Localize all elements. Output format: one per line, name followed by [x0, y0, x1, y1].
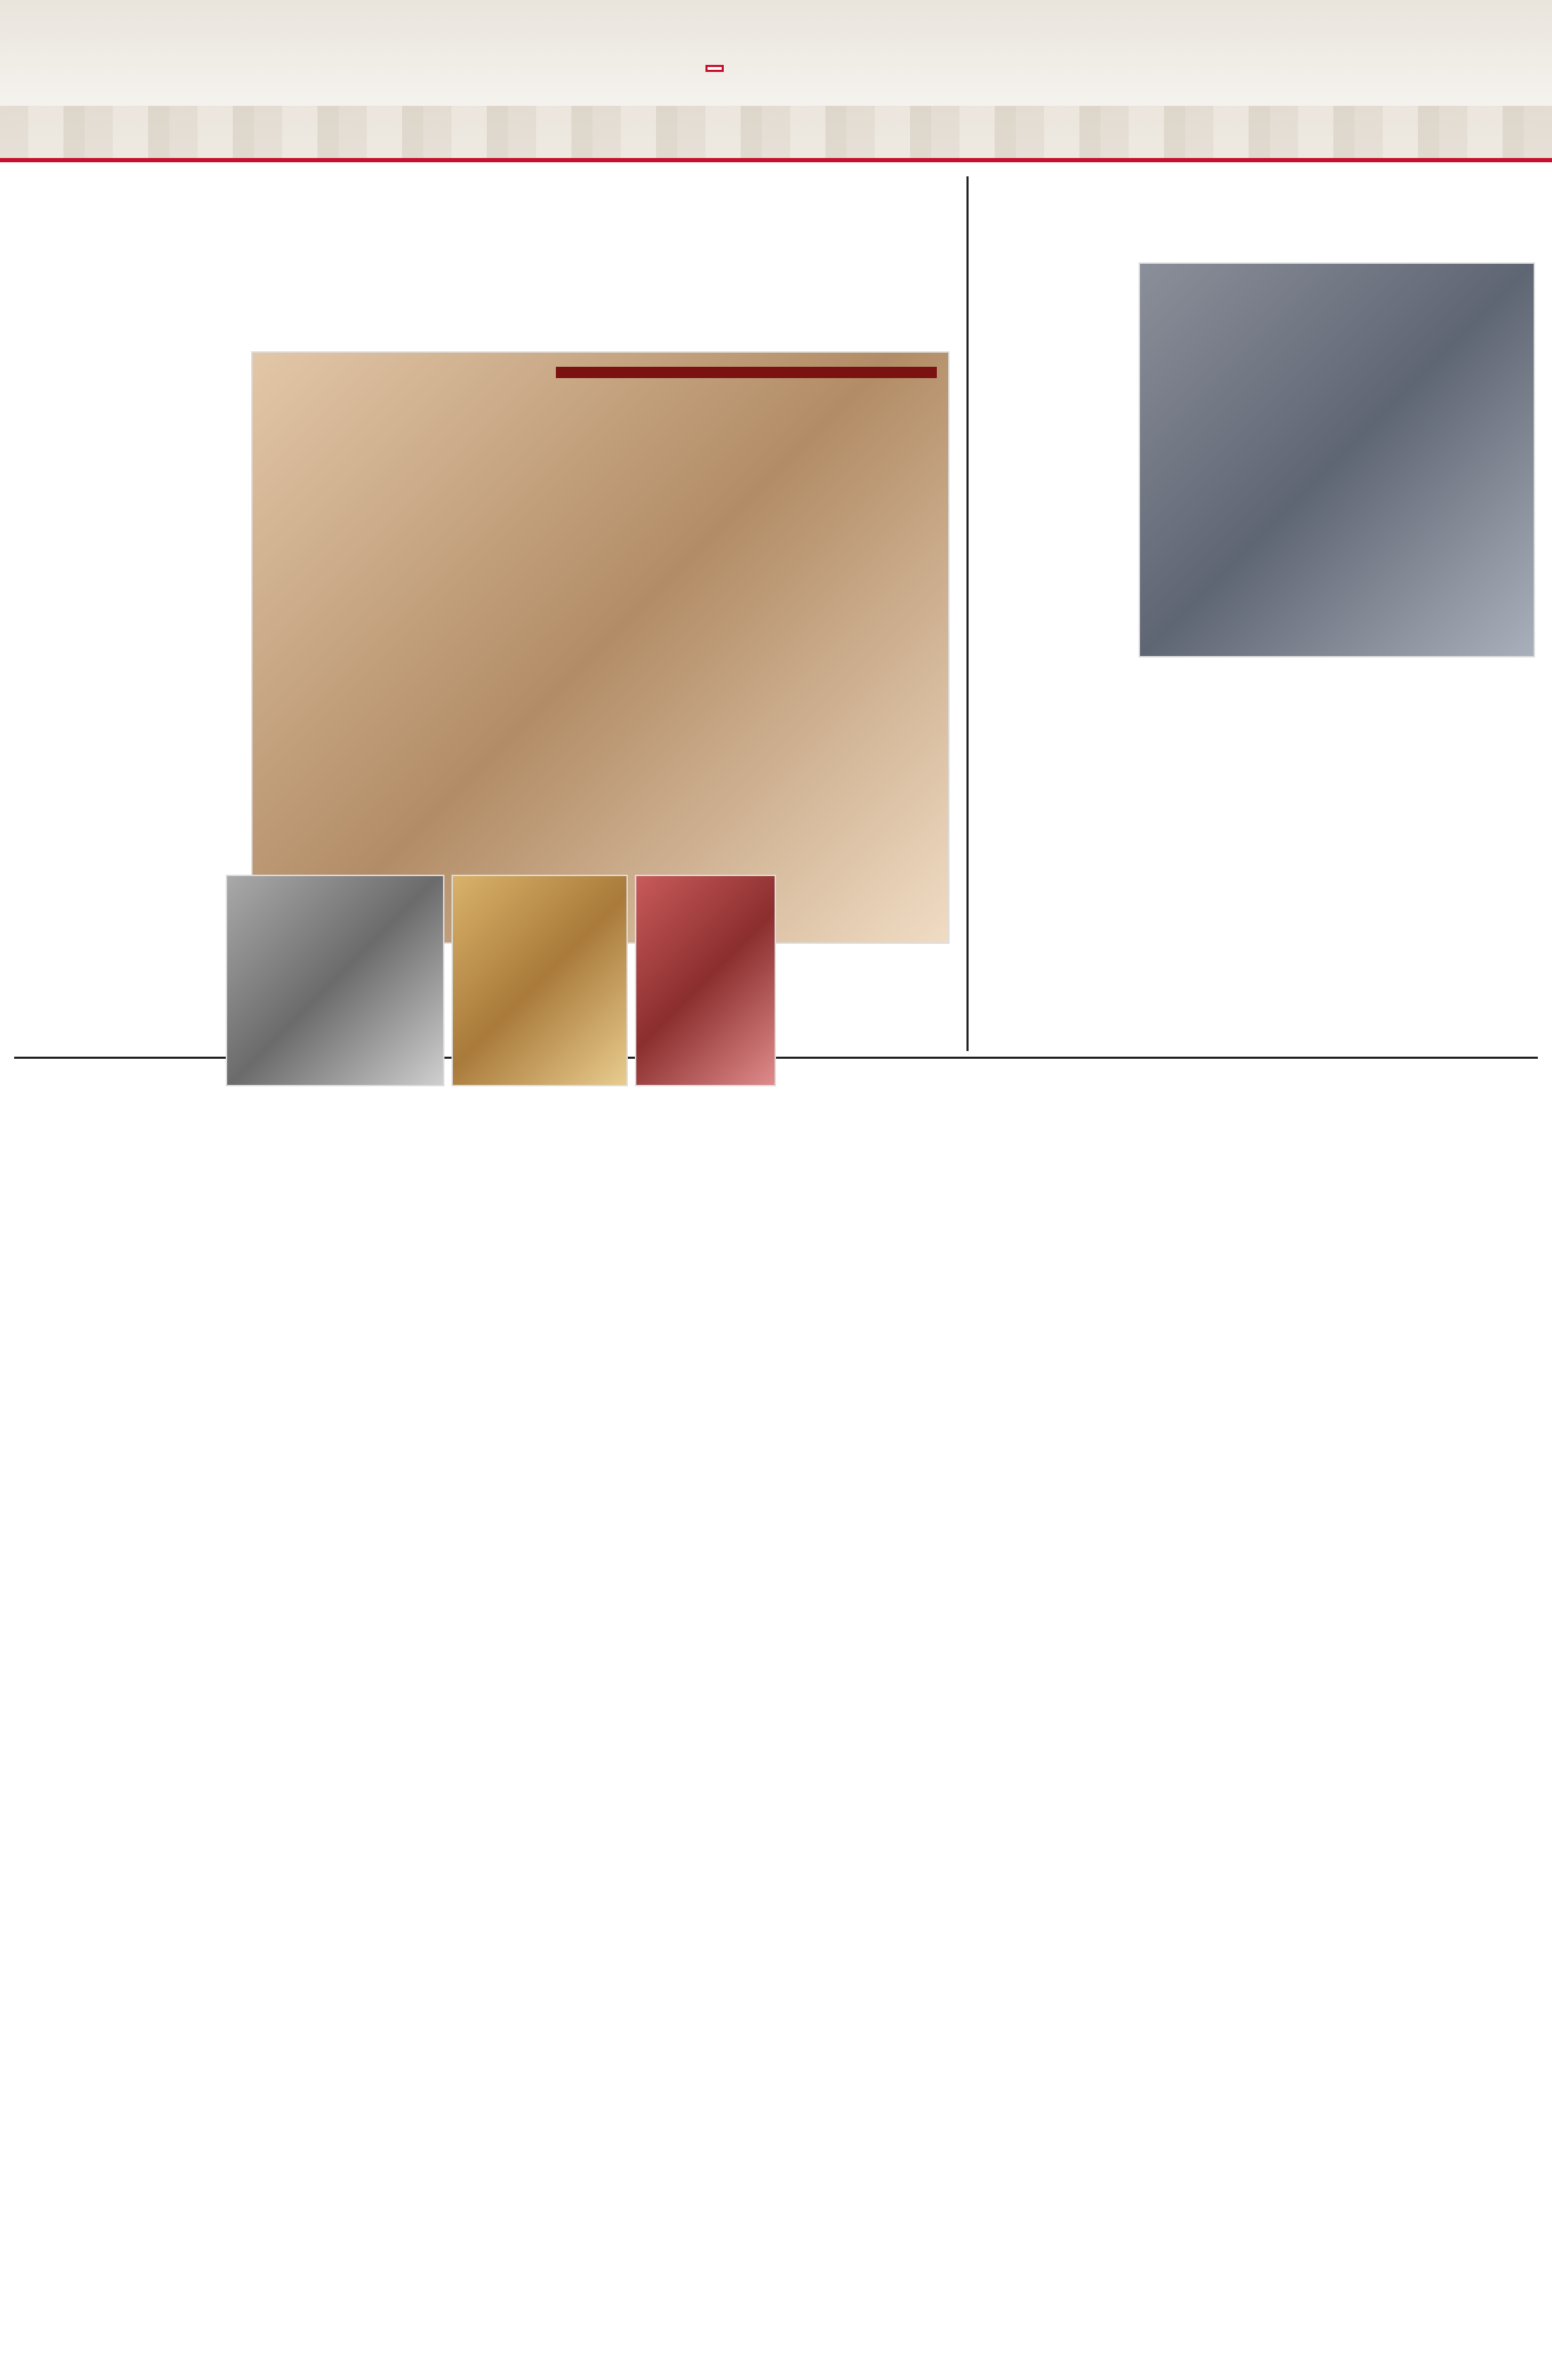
story1-photo-banner	[556, 367, 937, 378]
story2-col3	[1340, 667, 1535, 1044]
story3-photo3	[635, 875, 776, 1086]
story1-col1	[59, 353, 244, 889]
story3-col3	[409, 1093, 593, 1171]
story3-photo1	[226, 875, 444, 1086]
skyline-decoration	[0, 106, 1552, 158]
story2-col2	[1139, 667, 1330, 1044]
story1-col5	[807, 949, 955, 1048]
masthead-subtitle	[705, 65, 724, 72]
story1-photo	[251, 351, 950, 944]
story3-col2	[226, 1093, 402, 1171]
story3-photo2	[451, 875, 628, 1086]
column-rule	[966, 176, 969, 1051]
story2-photo	[1139, 262, 1535, 657]
story2-col1	[975, 261, 1132, 1044]
story3-col1	[56, 875, 219, 1051]
